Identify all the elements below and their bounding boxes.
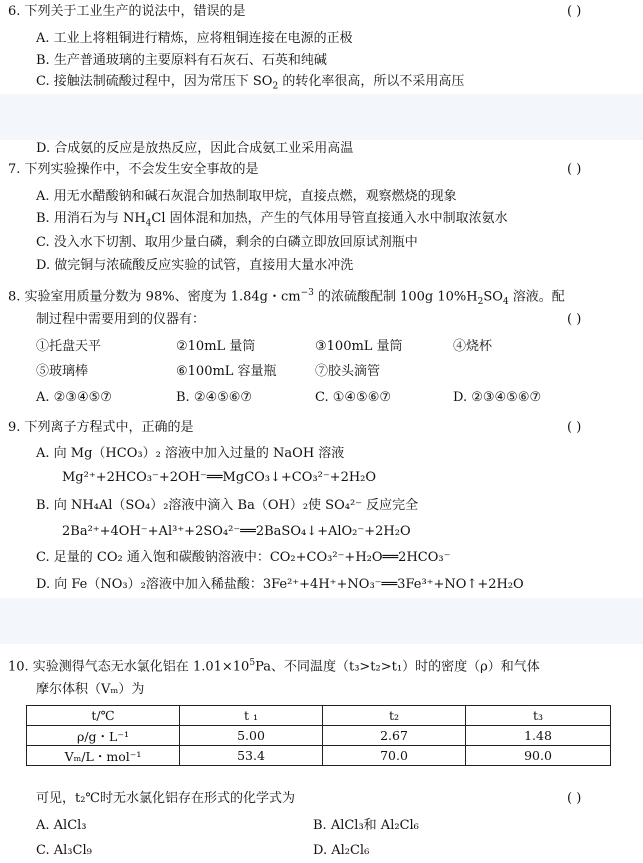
q8-answer-blank: ( ) <box>567 312 582 327</box>
q8-stem: 8. 实验室用质量分数为 98%、密度为 1.84g・$cm^{-3}$ 的浓硫酸配制 100g $10\%H_2SO_4$ 溶液。配 <box>8 288 565 307</box>
q7-option-b: B. 用消石为与 $NH_4Cl$ 固体混和加热，产生的气体用导管直接通入水中制取浓氨水 <box>36 211 508 229</box>
table-row <box>27 746 611 766</box>
q7-stem: 7. 下列实验操作中，不会发生安全事故的是 <box>8 162 259 177</box>
q7-option-a: A. 用无水醋酸钠和碱石灰混合加热制取甲烷，直接点燃，观察燃烧的现象 <box>36 189 457 204</box>
q10-option-a: A. AlCl₃ <box>36 818 87 833</box>
q9-equation-a: Mg²⁺+2HCO₃⁻+2OH⁻══MgCO₃↓+CO₃²⁻+2H₂O <box>62 470 377 485</box>
table-cell: t₃ <box>466 706 611 726</box>
q7-option-d: D. 做完铜与浓硫酸反应实验的试管，直接用大量水冲洗 <box>36 258 354 273</box>
table-cell: t₂ <box>323 706 466 726</box>
q10-question: 可见，t₂℃时无水氯化铝存在形式的化学式为 <box>36 791 295 806</box>
q10-stem-cont: 摩尔体积（Vₘ）为 <box>36 682 145 697</box>
q10-option-d: D. Al₂Cl₆ <box>313 843 370 858</box>
q8-item-2: ②10mL 量筒 <box>176 339 256 354</box>
q8-item-6: ⑥100mL 容量瓶 <box>176 364 277 379</box>
q9-answer-blank: ( ) <box>567 420 582 435</box>
q10-answer-blank: ( ) <box>567 791 582 806</box>
table-cell: 5.00 <box>180 726 323 746</box>
q6-option-c: C. 接触法制硫酸过程中，因为常压下 $SO_2$ 的转化率很高，所以不采用高压 <box>36 74 465 92</box>
q8-item-5: ⑤玻璃棒 <box>36 364 89 379</box>
table-cell: Vₘ/L・mol⁻¹ <box>27 746 180 766</box>
table-row <box>27 726 611 746</box>
table-cell: 90.0 <box>466 746 611 766</box>
q8-option-a: A. ②③④⑤⑦ <box>36 390 112 405</box>
q6-option-d: D. 合成氨的反应是放热反应，因此合成氨工业采用高温 <box>36 141 354 156</box>
gap-band <box>0 94 643 140</box>
q8-stem-cont: 制过程中需要用到的仪器有： <box>36 312 206 327</box>
q8-item-4: ④烧杯 <box>453 339 493 354</box>
q9-stem: 9. 下列离子方程式中，正确的是 <box>8 420 194 435</box>
q10-stem: 10. 实验测得气态无水氯化铝在 $1.01\times 10^5Pa$、不同温度（t₃>t₂>t₁）时的密度（ρ）和气体 <box>8 658 540 675</box>
q9-option-d: D. 向 Fe（NO₃）₂溶液中加入稀盐酸：3Fe²⁺+4H⁺+NO₃⁻══3Fe³⁺+NO↑+2H₂O <box>36 577 524 592</box>
gap-band <box>0 598 643 644</box>
table-row <box>27 706 611 726</box>
q8-option-b: B. ②④⑤⑥⑦ <box>176 390 253 405</box>
table-cell: 70.0 <box>323 746 466 766</box>
table-cell: 53.4 <box>180 746 323 766</box>
q10-option-c: C. Al₃Cl₉ <box>36 843 92 858</box>
q10-option-b: B. AlCl₃和 Al₂Cl₆ <box>313 818 419 833</box>
q8-option-c: C. ①④⑤⑥⑦ <box>315 390 392 405</box>
data-table <box>26 705 611 766</box>
q8-option-d: D. ②③④⑤⑥⑦ <box>453 390 542 405</box>
table-cell: 1.48 <box>466 726 611 746</box>
q9-option-a: A. 向 Mg（HCO₃）₂ 溶液中加入过量的 NaOH 溶液 <box>36 446 345 461</box>
q9-option-b: B. 向 NH₄Al（SO₄）₂溶液中滴入 Ba（OH）₂使 SO₄²⁻ 反应完全 <box>36 498 419 513</box>
table-cell: ρ/g・L⁻¹ <box>27 726 180 746</box>
table-cell: t ₁ <box>180 706 323 726</box>
q8-item-7: ⑦胶头滴管 <box>315 364 381 379</box>
q6-option-b: B. 生产普通玻璃的主要原料有石灰石、石英和纯碱 <box>36 53 327 68</box>
q6-stem: 6. 下列关于工业生产的说法中，错误的是 <box>8 4 246 19</box>
q8-item-1: ①托盘天平 <box>36 339 102 354</box>
q7-answer-blank: ( ) <box>567 162 582 177</box>
q8-item-3: ③100mL 量筒 <box>315 339 403 354</box>
q6-answer-blank: ( ) <box>567 4 582 19</box>
q6-option-a: A. 工业上将粗铜进行精炼，应将粗铜连接在电源的正极 <box>36 31 353 46</box>
table-cell: 2.67 <box>323 726 466 746</box>
q9-equation-b: 2Ba²⁺+4OH⁻+Al³⁺+2SO₄²⁻══2BaSO₄↓+AlO₂⁻+2H₂O <box>62 524 411 539</box>
table-cell: t/℃ <box>27 706 180 726</box>
q7-option-c: C. 没入水下切割、取用少量白磷，剩余的白磷立即放回原试剂瓶中 <box>36 235 418 250</box>
q9-option-c: C. 足量的 CO₂ 通入饱和碳酸钠溶液中：CO₂+CO₃²⁻+H₂O══2HCO₃⁻ <box>36 550 451 565</box>
